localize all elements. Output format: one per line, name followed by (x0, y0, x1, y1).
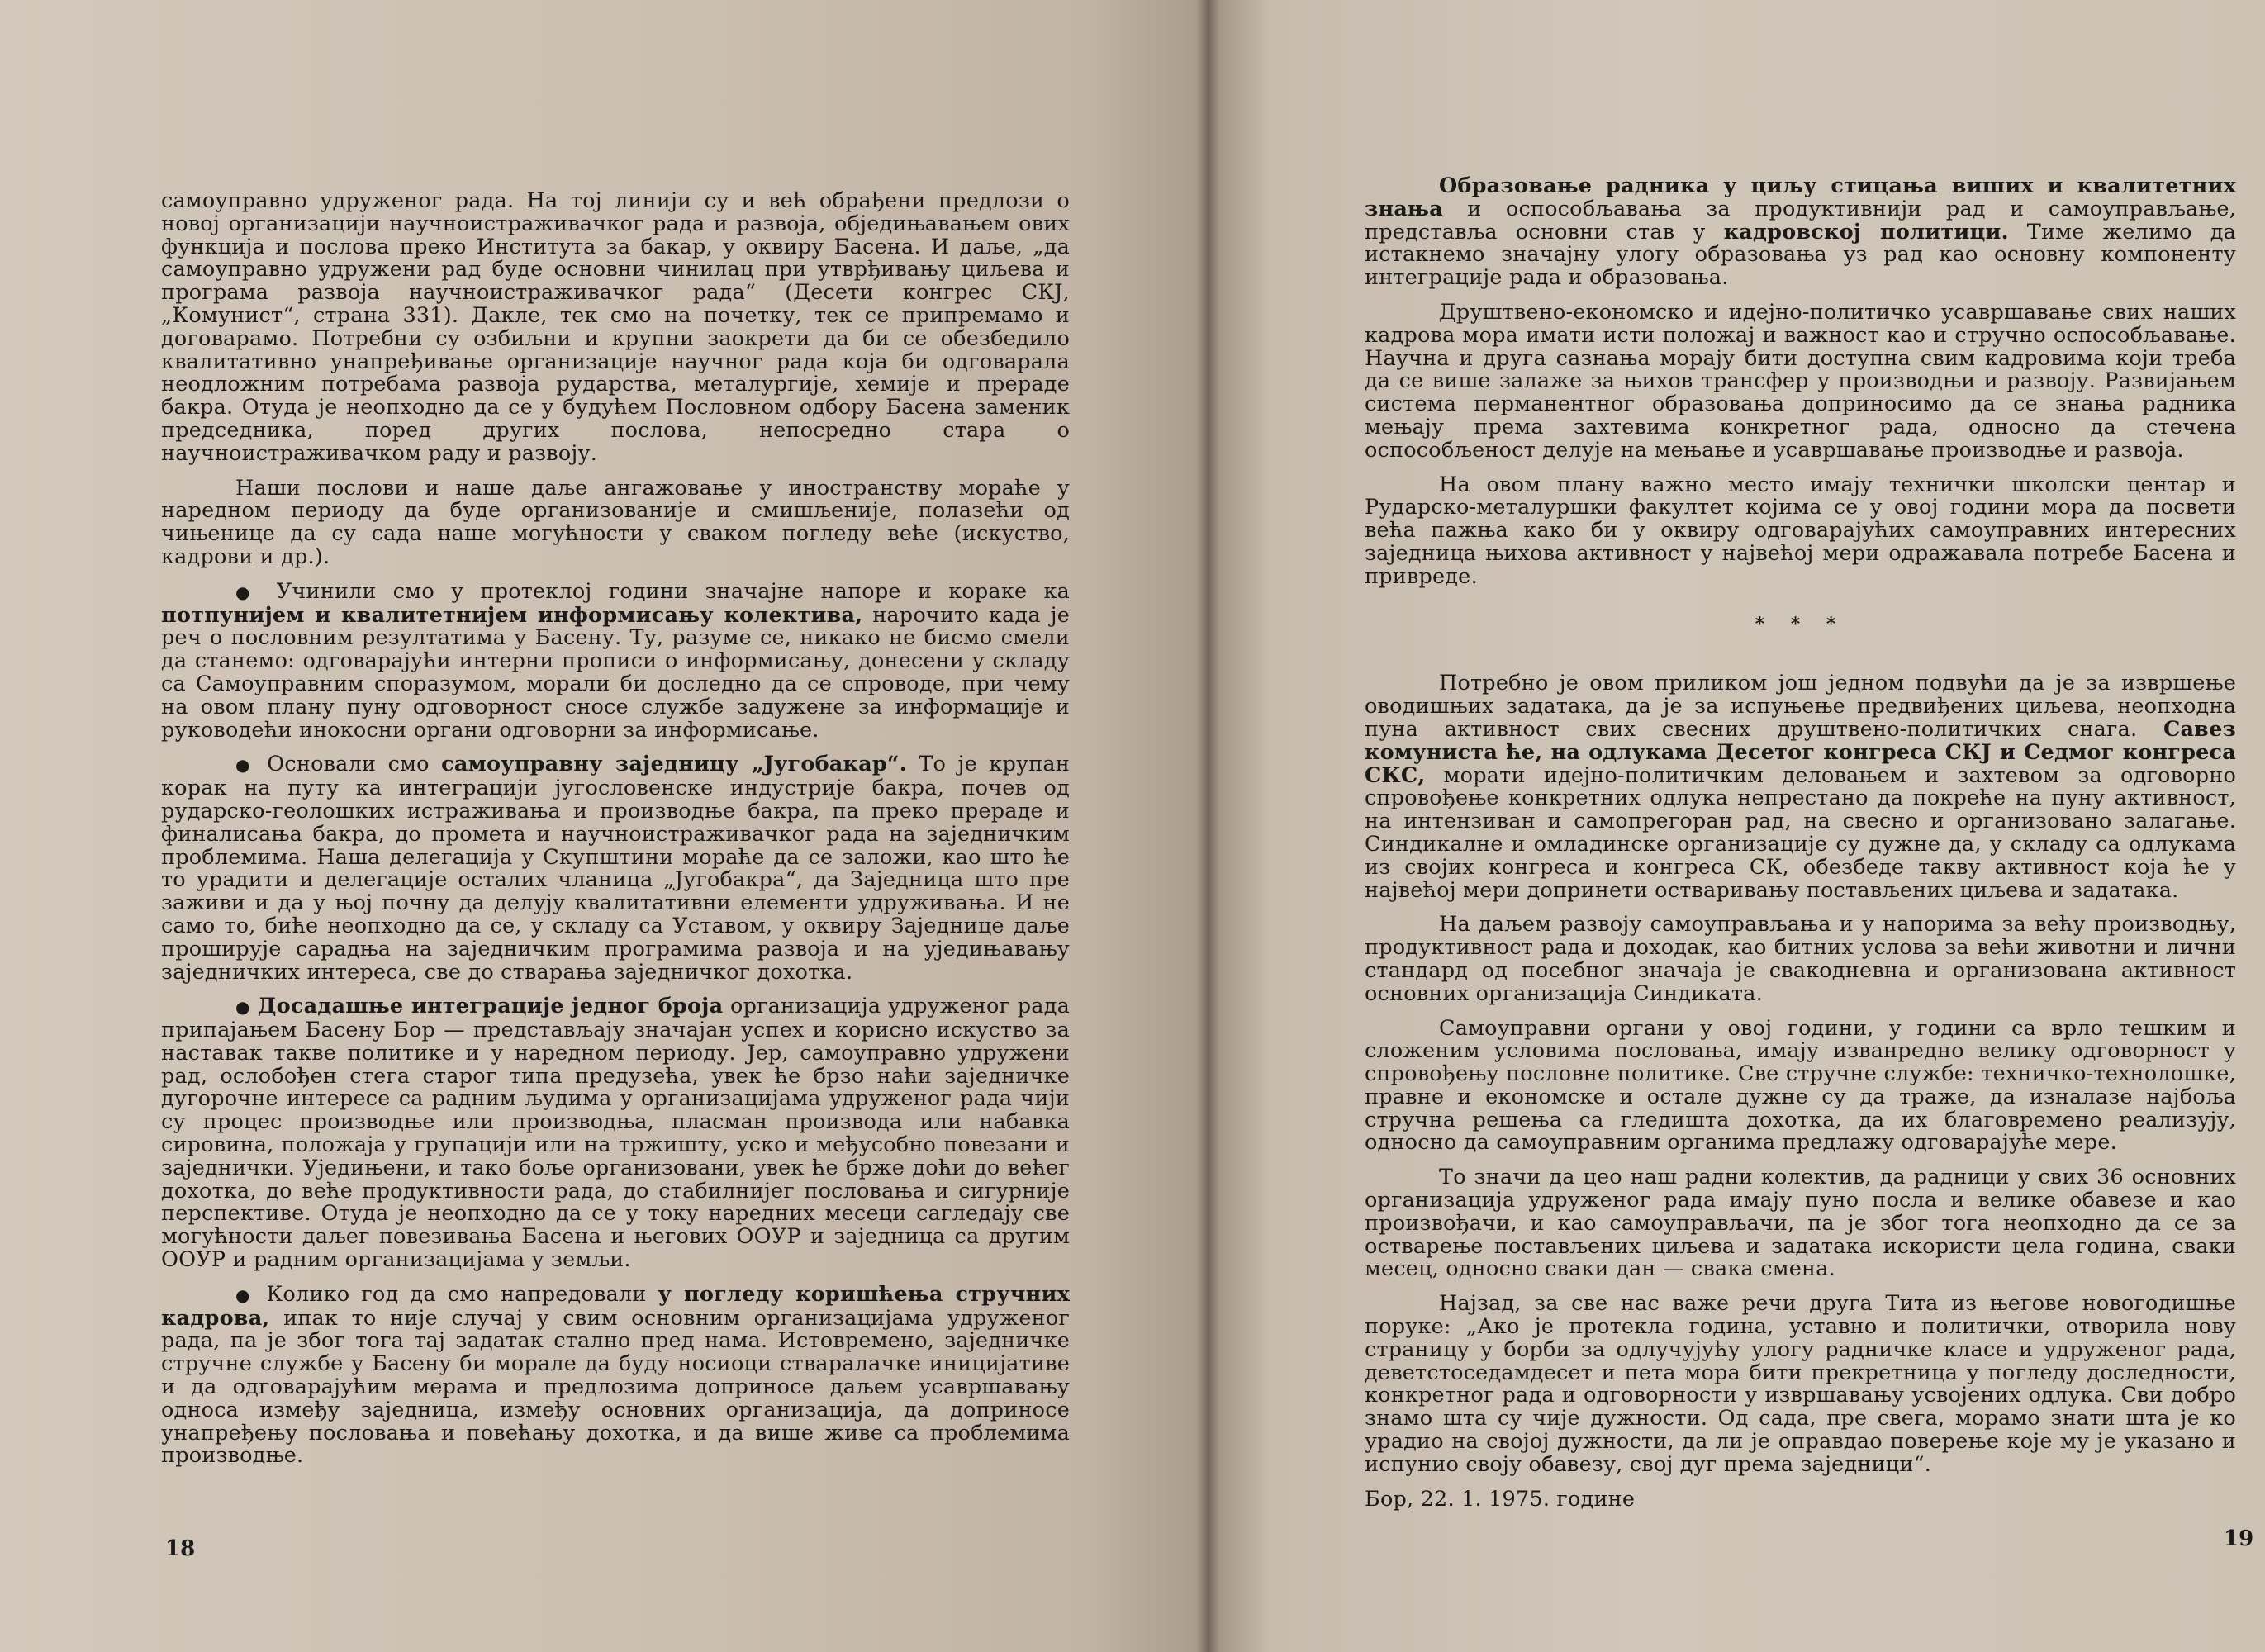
paragraph: Наши послови и наше даље ангажовање у иностранству мораће у наредном периоду да буде организованије и смишљеније, полазећи од чињенице да су сада наше могућности у сваком погледу веће (искуство, кадрови и др.). (161, 475, 1070, 569)
bold-run: потпунијем и квалитетнијем информисању колектива, (161, 602, 863, 628)
paragraph (161, 578, 1071, 743)
text-run: организација удруженог рада припајањем Басену Бор — представљају значајан успех и корисно искуство за наставак такве политике и у наредном периоду. Јер, самоуправно удружени рад, ослобођен стега старог типа предузећа, увек ће брзо наћи заједничке дугорочне интересе са радним људима у организацијама удруженог рада чији су процес производње или производња, пласман производа или набавка сировина, положаја у групацији или на тржишту, уско и међусобно повезани и заједнички. Уједињени, и тако боље организовани, увек ће брже доћи до већег дохотка, до веће продуктивности рада, до стабилнијег пословања и сигурније перспективе. Отуда је неопходно да се у току наредних месеци сагледају све могућности даљег повезивања Басена и његових ООУР и заједница са другим ООУР и радним организацијама у земљи. (161, 994, 1071, 1273)
text-run: и оспособљавања за продуктивнији рад и самоуправљање, представља основни став у (1365, 196, 2236, 244)
paragraph (161, 753, 1070, 984)
bold-run: у погледу коришћења стручних кадрова, (161, 1281, 1070, 1331)
text-run: Тиме желимо да истакнемо значајну улогу образовања уз рад као основну компоненту интеграције рада и образовања. (1365, 219, 2236, 291)
text-run: Потребно је овом приликом још једном подвући да је за извршење оводишњих задатака, да је за испуњење предвиђених циљева, неопходна пуна активност свих свесних друштвено-политичких снага. (1365, 671, 2236, 742)
paragraph: На даљем развоју самоуправљања и у напорима за већу производњу, продуктивност рада и доходак, као битних услова за већи животни и лични стандард од посебног значаја је свакодневна и организована активност основних организација Синдиката. (1365, 912, 2236, 1006)
text-run: нарочито када је реч о пословним резултатима у Басену. Ту, разуме се, никако не бисмо смели да станемо: одговарајући интерни прописи о информисању, донесени у складу са Самоуправним споразумом, морали би доследно да се спроводе, при чему на овом плану пуну одговорност сносе службе задужене за информације и руководећи инокосни органи одговорни за информисање. (161, 602, 1071, 743)
bold-run: Савез комуниста ће, на одлукама Десетог конгреса СКЈ и Седмог конгреса СКС, (1365, 716, 2236, 788)
section-separator: * * * (1755, 613, 1846, 635)
signature-date: Бор, 22. 1. 1975. године (1365, 1486, 1636, 1512)
paragraph: Најзад, за све нас важе речи друга Тита из његове новогодишње поруке: „Ако је протекла година, уставно и политички, отворила нову страницу у борби за одлучујућу улогу радничке класе и удруженог рада, деветстоседамдесет и пета мора бити прекретница у погледу доследности, конкретног рада и одговорности у извршавању усвојених одлука. Сви добро знамо шта су чије дужности. Од сада, пре свега, морамо знати шта је ко урадио на својој дужности, да ли је оправдао поверење које му је указано и испунио своју обавезу, свој дуг према заједници“. (1365, 1291, 2236, 1477)
text-run: Основали смо (267, 752, 442, 777)
text-run: ипак то није случај у свим основним организацијама удруженог рада, па је због тога тај задатак стално пред нама. Истовремено, заједничке стручне службе у Басену би морале да буду носиоци стваралачке иницијативе и да одговарајућим мерама и предлозима доприносе даљем усавршавању односа између заједница, између основних организација, да доприносе унапређењу пословања и повећању дохотка, и да више живе са проблемима производње. (161, 1305, 1070, 1469)
left-text-column (161, 190, 1070, 1479)
paragraph: Друштвено-економско и идејно-политичко усавршавање свих наших кадрова мора имати исти положај и важност као и стручно оспособљавање. Научна и друга сазнања морају бити доступна свим кадровима који треба да се више залаже за њихов трансфер у производњи и развоју. Развијањем система перманентног образовања доприносимо да се знања радника мењају према захтевима конкретног рада, односно да стечена оспособљеност делује на мењање и усавршавање производње и развоја. (1365, 299, 2236, 463)
right-text-column (1365, 175, 2236, 1522)
bullet-icon: ● (235, 997, 251, 1018)
bold-run: кадровској политици. (1723, 219, 2009, 244)
bullet-icon: ● (235, 1284, 255, 1305)
text-run: морати идејно-политичким деловањем и захтевом за одговорно спровођење конкретних одлука непрестано да покреће на пуну активност, на интензиван и самопрегоран рад, на свесно и организовано залагање. Синдикалне и омладинске организације су дужне да, у складу са одлукама из својих конгреса и конгреса СК, обезбеде такву активност која ће у највећој мери допринети остваривању постављених циљева и задатака. (1365, 762, 2236, 903)
bold-run: Образовање радника у циљу стицања виших и квалитетних знања (1365, 173, 2236, 221)
bold-run: Досадашње интеграције једног броја (257, 994, 724, 1019)
paragraph (161, 995, 1070, 1272)
paragraph: То значи да цео наш радни колектив, да радници у свих 36 основних организација удруженог рада имају пуно посла и велике обавезе и као произвођачи, и као самоуправљачи, па је због тога неопходно да се за остварење постављених циљева и задатака искористи цела година, сваки месец, односно сваки дан — свака смена. (1365, 1165, 2236, 1282)
paragraph: На овом плану важно место имају технички школски центар и Рударско-металуршки факултет којима се у овој години мора да посвети већа пажња како би у оквиру одговарајућих самоуправних интересних заједница њихова активност у највећој мери одражавала потребе Басена и привреде. (1365, 472, 2236, 589)
book-gutter (1196, 0, 1219, 1652)
paragraph (1365, 175, 2236, 290)
paragraph: Самоуправни органи у овој години, у години са врло тешким и сложеним условима пословања, имају изванредно велику одговорност у спровођењу пословне политике. Све стручне службе: техничко-технолошке, правне и економске и остале дужне су да траже, да изналазе најбоља стручна решења са гледишта дохотка, да их благовремено реализују, односно да самоуправним органима предлажу одговарајуће мере. (1365, 1015, 2236, 1156)
right-page (1208, 0, 2265, 1652)
text-run: То је крупан корак на путу ка интеграцији југословенске индустрије бакра, почев од рударско-геолошких истраживања и производње бакра, па преко прераде и финалисања бакра, до промета и научноистраживачког рада на заједничким проблемима. Наша делегација у Скупштини мораће да се заложи, као што ће то урадити и делегације осталих чланица „Југобакра“, да Заједница што пре заживи и да у њој почну да делују квалитативни елементи удруживања. И не само то, биће неопходно да се, у складу са Уставом, у оквиру Заједнице даље проширује сарадња на заједничким програмима развоја и на уједињавању заједничких интереса, све до стварања заједничког дохотка. (161, 752, 1071, 985)
page-number: 19 (2224, 1526, 2254, 1551)
bullet-icon: ● (235, 755, 255, 776)
paragraph: самоуправно удруженог рада. На тој линији су и већ обрађени предлози о новој организацији научноистраживачког рада и развоја, обједињавањем ових функција и послова преко Института за бакар, у оквиру Басена. И даље, „да самоуправно удружени рад буде основни чинилац при утврђивању циљева и програма развоја научноистраживачког рада“ (Десети конгрес СКЈ, „Комунист“, страна 331). Дакле, тек смо на почетку, тек се припремамо и договарамо. Потребни су озбиљни и крупни заокрети да би се обезбедило квалитативно унапређивање организације научног рада која би одговарала неодложним потребама развоја рударства, металургије, хемије и прераде бакра. Отуда је неопходно да се у будућем Пословном одбору Басена заменик председника, поред других послова, непосредно стара о научноистраживачком раду и развоју. (161, 188, 1070, 466)
bullet-icon: ● (235, 582, 260, 602)
page-number: 18 (165, 1536, 196, 1561)
paragraph (1365, 672, 2236, 902)
text-run: Колико год да смо напредовали (266, 1281, 658, 1307)
bold-run: самоуправну заједницу „Југобакар“. (441, 752, 907, 777)
paragraph (161, 1281, 1070, 1469)
text-run: Учинили смо у протеклој години значајне напоре и кораке ка (276, 578, 1071, 604)
